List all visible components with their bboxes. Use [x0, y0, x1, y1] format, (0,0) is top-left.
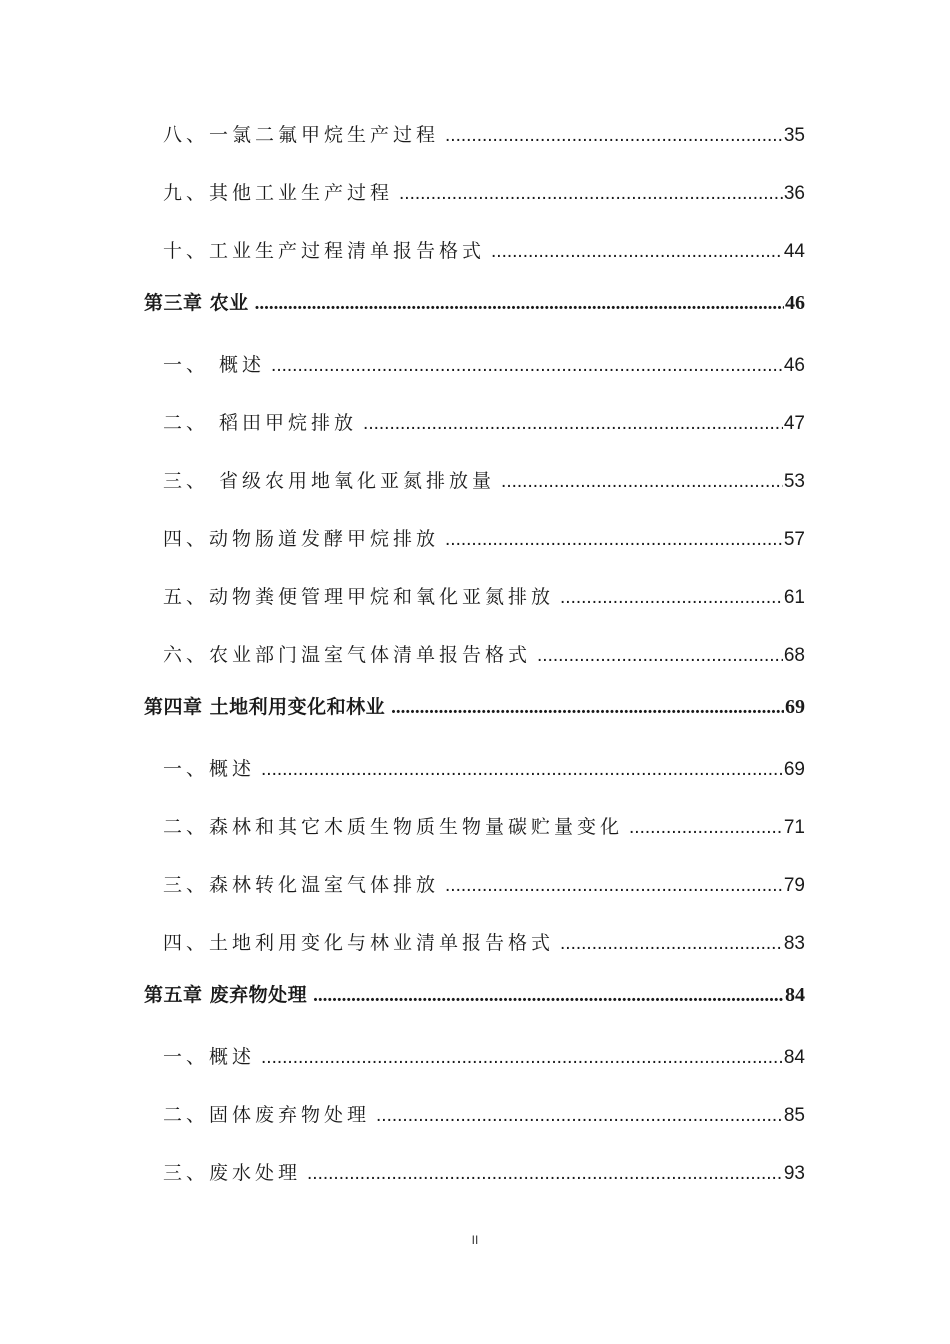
toc-chapter-entry[interactable]	[144, 288, 805, 315]
toc-entry-page: 61	[783, 587, 805, 608]
toc-chapter-label: 第三章 农业	[144, 292, 249, 314]
toc-dot-leader	[255, 293, 784, 315]
toc-chapter-entry[interactable]	[144, 692, 805, 719]
toc-dot-leader	[629, 817, 783, 839]
toc-entry[interactable]	[163, 466, 805, 493]
toc-entry-page: 85	[783, 1105, 805, 1126]
toc-chapter-entry[interactable]	[144, 980, 805, 1007]
toc-dot-leader	[537, 645, 783, 667]
toc-entry-page: 69	[783, 759, 805, 780]
toc-entry-label: 一、概述	[163, 758, 256, 780]
toc-entry-label: 二、森林和其它木质生物质生物量碳贮量变化	[163, 816, 624, 838]
toc-dot-leader	[363, 413, 783, 435]
toc-dot-leader	[445, 125, 783, 147]
toc-entry[interactable]	[163, 754, 805, 781]
toc-dot-leader	[307, 1163, 783, 1185]
toc-entry-page: 71	[783, 817, 805, 838]
toc-chapter-label: 第四章 土地利用变化和林业	[144, 696, 386, 718]
toc-entry-label: 八、一氯二氟甲烷生产过程	[163, 124, 440, 146]
toc-entry-label: 三、废水处理	[163, 1162, 302, 1184]
toc-entry-label: 三、 省级农用地氧化亚氮排放量	[163, 470, 496, 492]
toc-chapter-label: 第五章 废弃物处理	[144, 984, 308, 1006]
toc-entry[interactable]	[163, 236, 805, 263]
toc-dot-leader	[560, 933, 783, 955]
toc-dot-leader	[313, 985, 784, 1007]
toc-entry-label: 一、概述	[163, 1046, 256, 1068]
toc-entry[interactable]	[163, 120, 805, 147]
toc-dot-leader	[376, 1105, 783, 1127]
toc-entry[interactable]	[163, 524, 805, 551]
toc-entry-label: 四、土地利用变化与林业清单报告格式	[163, 932, 555, 954]
toc-entry-label: 九、其他工业生产过程	[163, 182, 394, 204]
toc-entry-page: 44	[783, 241, 805, 262]
toc-dot-leader	[445, 875, 783, 897]
toc-entry-page: 57	[783, 529, 805, 550]
toc-entry-page: 35	[783, 125, 805, 146]
toc-entry-label: 二、 稻田甲烷排放	[163, 412, 358, 434]
toc-entry[interactable]	[163, 928, 805, 955]
toc-dot-leader	[445, 529, 783, 551]
toc-entry-page: 53	[783, 471, 805, 492]
toc-entry[interactable]	[163, 178, 805, 205]
page-number-footer: II	[471, 1233, 479, 1247]
toc-chapter-page: 69	[785, 696, 805, 718]
toc-chapter-page: 84	[785, 984, 805, 1006]
toc-dot-leader	[261, 1047, 783, 1069]
toc-entry-label: 一、 概述	[163, 354, 266, 376]
toc-entry-label: 二、固体废弃物处理	[163, 1104, 371, 1126]
toc-entry-page: 93	[783, 1163, 805, 1184]
toc-entry-label: 四、动物肠道发酵甲烷排放	[163, 528, 440, 550]
toc-dot-leader	[261, 759, 783, 781]
toc-entry[interactable]	[163, 582, 805, 609]
toc-entry-page: 47	[783, 413, 805, 434]
toc-entry[interactable]	[163, 870, 805, 897]
toc-entry-label: 三、森林转化温室气体排放	[163, 874, 440, 896]
toc-entry[interactable]	[163, 1100, 805, 1127]
toc-entry[interactable]	[163, 1158, 805, 1185]
toc-entry-page: 46	[783, 355, 805, 376]
toc-entry[interactable]	[163, 812, 805, 839]
toc-entry-page: 68	[783, 645, 805, 666]
toc-dot-leader	[560, 587, 783, 609]
toc-dot-leader	[501, 471, 783, 493]
toc-entry-label: 六、农业部门温室气体清单报告格式	[163, 644, 532, 666]
toc-entry-label: 五、动物粪便管理甲烷和氧化亚氮排放	[163, 586, 555, 608]
toc-entry-page: 84	[783, 1047, 805, 1068]
toc-entry-page: 79	[783, 875, 805, 896]
toc-chapter-page: 46	[785, 292, 805, 314]
toc-entry-label: 十、工业生产过程清单报告格式	[163, 240, 486, 262]
toc-entry-page: 36	[783, 183, 805, 204]
toc-dot-leader	[399, 183, 783, 205]
toc-dot-leader	[391, 697, 784, 719]
toc-entry[interactable]	[163, 408, 805, 435]
toc-entry-page: 83	[783, 933, 805, 954]
toc-entry[interactable]	[163, 640, 805, 667]
toc-dot-leader	[271, 355, 783, 377]
toc-dot-leader	[491, 241, 783, 263]
toc-entry[interactable]	[163, 350, 805, 377]
toc-entry[interactable]	[163, 1042, 805, 1069]
